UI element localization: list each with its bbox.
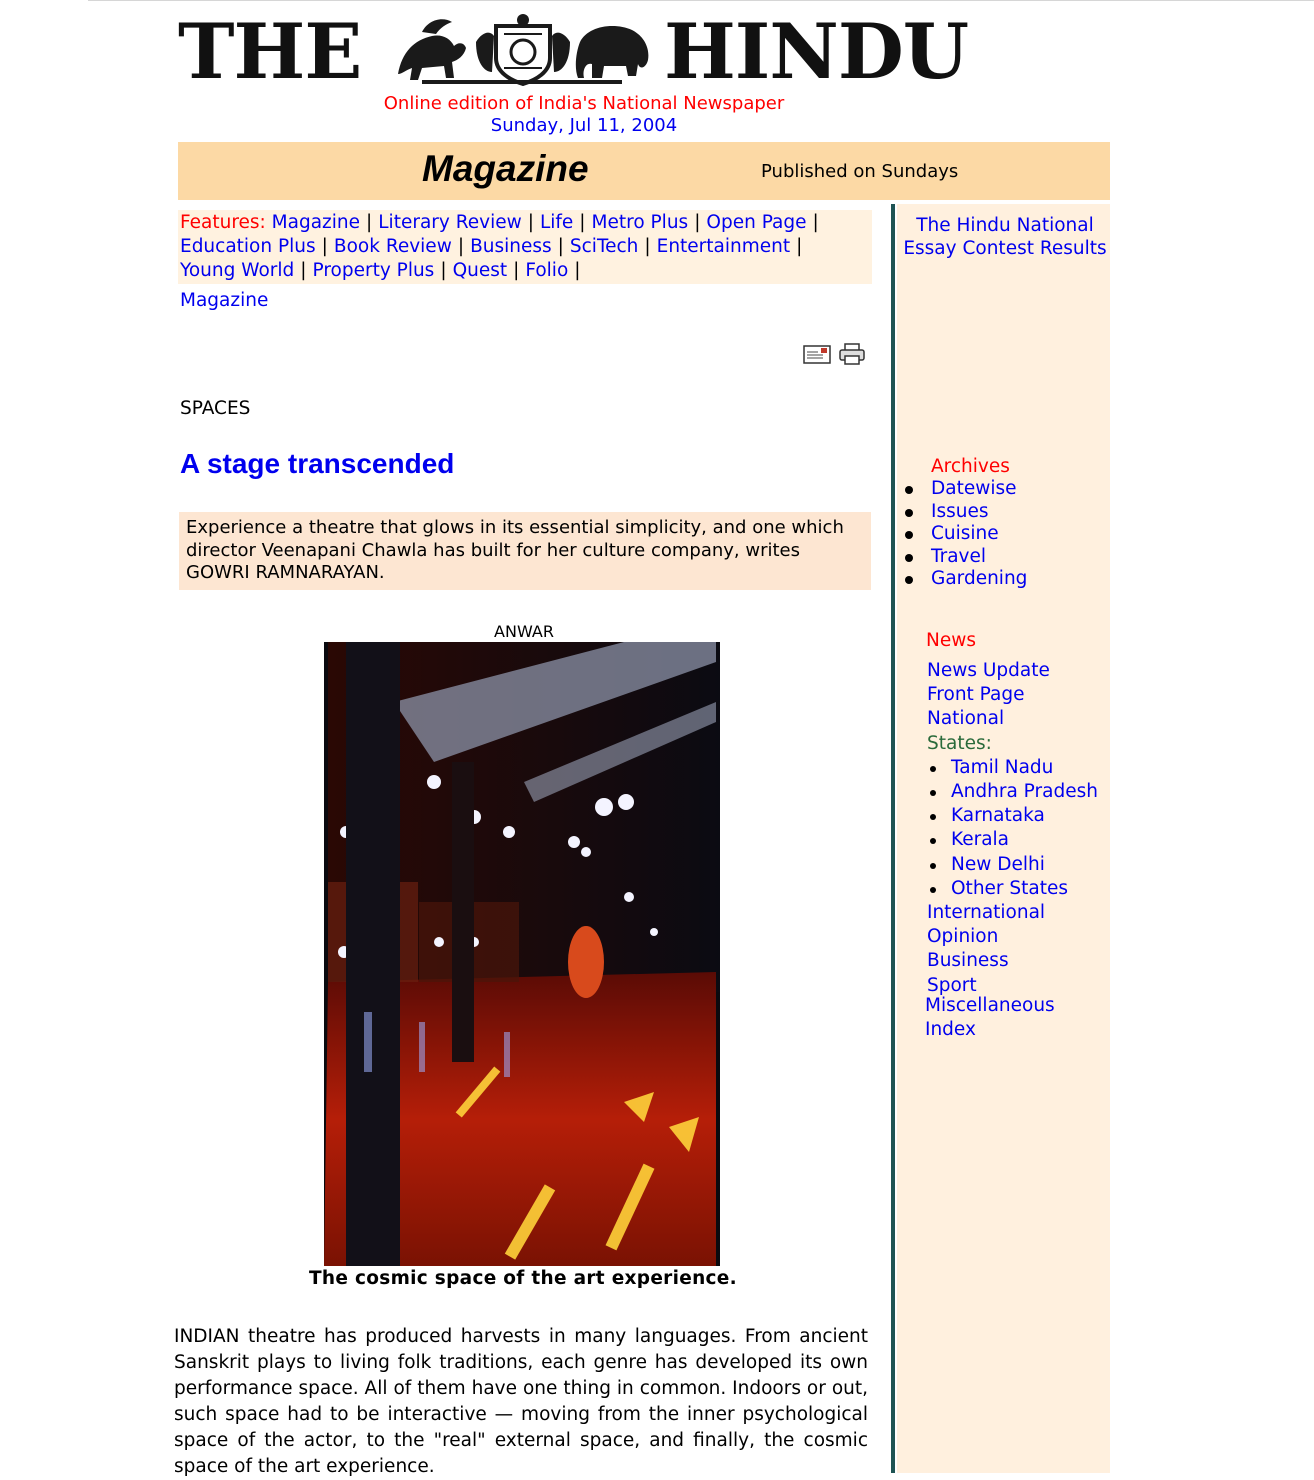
section-title: Magazine (422, 148, 589, 189)
section-banner (178, 142, 1110, 200)
misc-list (925, 994, 1055, 1042)
feature-link-scitech[interactable]: SciTech (569, 236, 639, 257)
top-border (88, 0, 1314, 1)
masthead-tagline: Online edition of India's National Newspaper (383, 93, 785, 114)
published-note: Published on Sundays (761, 161, 959, 182)
archive-item[interactable]: Travel (900, 546, 1027, 569)
photo-credit: ANWAR (494, 622, 554, 641)
state-item[interactable]: Kerala (927, 828, 1098, 852)
features-label: Features: (180, 212, 266, 233)
state-item[interactable]: Andhra Pradesh (927, 780, 1098, 804)
news-item[interactable]: News Update (927, 660, 1050, 681)
article-kicker: SPACES (180, 398, 251, 419)
features-line-1: Features: Magazine | Literary Review | Life | Metro Plus | Open Page | (180, 212, 819, 233)
state-item[interactable]: Karnataka (927, 804, 1098, 828)
news-item[interactable]: National (927, 708, 1005, 730)
feature-link-metro-plus[interactable]: Metro Plus (591, 212, 689, 233)
feature-link-education-plus[interactable]: Education Plus (180, 236, 316, 257)
masthead-emblem-icon (392, 12, 654, 86)
misc-item[interactable]: Miscellaneous (925, 995, 1055, 1016)
features-line-2: Education Plus | Book Review | Business | SciTech | Entertainment | (180, 236, 803, 257)
essay-contest-link[interactable]: The Hindu National Essay Contest Results (903, 215, 1107, 259)
printer-icon[interactable] (838, 343, 866, 365)
features-line-3: Young World | Property Plus | Quest | Folio | (180, 260, 581, 281)
article-photo[interactable] (324, 642, 720, 1266)
feature-link-property-plus[interactable]: Property Plus (312, 260, 435, 281)
news-item[interactable]: Opinion (927, 926, 999, 948)
news-item[interactable]: Sport (927, 974, 977, 996)
photo-caption: The cosmic space of the art experience. (309, 1268, 737, 1289)
features-nav (178, 210, 872, 284)
article-headline: A stage transcended (180, 448, 455, 479)
archive-item[interactable]: Issues (900, 501, 1027, 524)
email-article-icon[interactable] (803, 343, 831, 365)
article-body: INDIAN theatre has produced harvests in many languages. From ancient Sanskrit plays to living folk traditions, each genre has developed its own performance space. All of them have one thing in common. Indoors or out, such space had to be interactive — moving from the inner psychological space of the actor, to the "real" external space, and finally, the cosmic space of the art experience. (174, 1326, 868, 1477)
article-summary-box (179, 512, 871, 590)
state-item[interactable]: New Delhi (927, 853, 1098, 877)
state-item[interactable]: Other States (927, 877, 1098, 901)
feature-link-entertainment[interactable]: Entertainment (656, 236, 791, 257)
feature-link-book-review[interactable]: Book Review (333, 236, 452, 257)
news-heading: News (926, 630, 976, 651)
feature-link-magazine[interactable]: Magazine (271, 212, 361, 233)
feature-link-quest[interactable]: Quest (452, 260, 508, 281)
feature-link-folio[interactable]: Folio (525, 260, 569, 281)
news-item[interactable]: Front Page (927, 684, 1025, 706)
feature-link-young-world[interactable]: Young World (180, 260, 295, 281)
masthead-the[interactable]: THE (178, 7, 362, 96)
article-summary: Experience a theatre that glows in its essential simplicity, and one which director Veenapani Chawla has built for her culture company, writes GOWRI RAMNARAYAN. (186, 517, 844, 583)
news-item[interactable]: International (927, 902, 1046, 924)
state-item[interactable]: Tamil Nadu (927, 756, 1098, 780)
archive-item[interactable]: Datewise (900, 478, 1027, 501)
feature-link-literary-review[interactable]: Literary Review (378, 212, 522, 233)
states-label: States: (927, 732, 992, 754)
news-item[interactable]: Business (927, 950, 1009, 972)
feature-link-life[interactable]: Life (539, 212, 574, 233)
archive-item[interactable]: Gardening (900, 568, 1027, 591)
feature-link-business[interactable]: Business (470, 236, 552, 257)
masthead-hindu[interactable]: HINDU (664, 7, 969, 96)
archives-heading: Archives (931, 456, 1010, 477)
sidebar-divider (891, 204, 895, 1473)
news-list (927, 659, 1098, 998)
misc-item[interactable]: Index (925, 1019, 976, 1040)
archive-item[interactable]: Cuisine (900, 523, 1027, 546)
breadcrumb-magazine[interactable]: Magazine (180, 290, 269, 311)
feature-link-open-page[interactable]: Open Page (706, 212, 807, 233)
archives-list (900, 478, 1027, 591)
masthead-date: Sunday, Jul 11, 2004 (490, 115, 678, 136)
